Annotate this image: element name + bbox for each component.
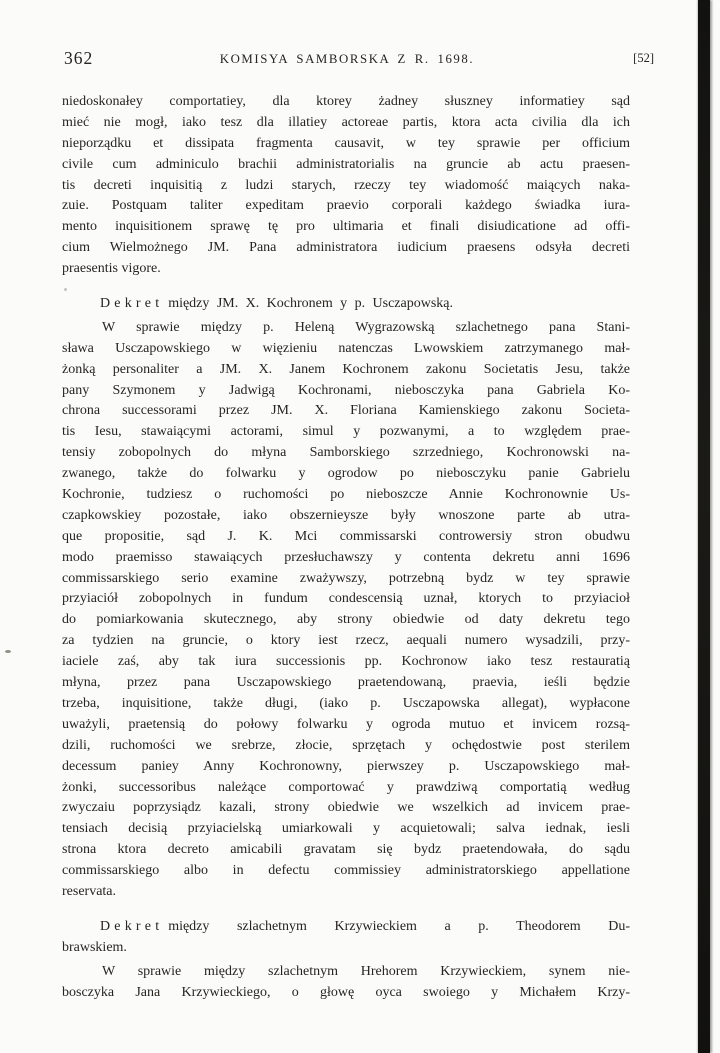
text-line: żonką personaliter a JM. X. Janem Kochronem zakonu Societatis Jesu, także [62, 361, 630, 377]
text-column [62, 92, 630, 1003]
folio-number: [52] [633, 51, 654, 65]
text-line: żonki, successoribus należące comportować y prawdziwą comportatią według [62, 779, 630, 795]
page-number: 362 [64, 48, 94, 68]
text-line: chrona successorami przez JM. X. Floriana Kamienskiego zakonu Societa- [62, 403, 630, 419]
book-binding-shadow [698, 0, 710, 1053]
text-line: tensiach decisią przyiacielską umiarkowali y acquietowali; salva iednak, iesli [62, 821, 630, 837]
text-line: W sprawie między p. Heleną Wygrazowską szlachetnego pana Stani- [102, 319, 630, 335]
text-line: civile cum adminiculo brachii administratorialis na gruncie ab actu praesen- [62, 156, 630, 172]
text-line: zuie. Postquam taliter expeditam praevio corporali każdego świadka iura- [62, 198, 630, 214]
paragraph [62, 318, 630, 903]
text-line: trzeba, inquisitione, także długi, (iako p. Usczapowska allegat), wypłacone [62, 695, 630, 711]
text-line: commissarskiego serio examine zważywszy, potrzebną bydz w tey sprawie [62, 570, 630, 586]
paragraph [62, 92, 630, 280]
text-line: Kochronie, tudziesz o ruchomości po nieboszcze Annie Kochronownie Us- [62, 487, 630, 503]
text-line: sława Usczapowskiego w więzieniu natenczas Lwowskiem zatrzymanego mał- [62, 340, 630, 356]
text-line: praesentis vigore. [62, 261, 161, 277]
text-line: niedoskonałey comportatiey, dla ktorey żadney słuszney informatiey sąd [62, 94, 630, 109]
text-line: modo praemisso stawaiących przesłuchawszy y contenta dekretu anni 1696 [62, 549, 630, 565]
text-line: tensiy zobopolnych do młyna Samborskiego szrzedniego, Kochronowski na- [62, 445, 630, 461]
text-line: do pomiarkowania skutecznego, aby strony obiedwie od daty dekretu tego [62, 612, 630, 628]
text-line: za tydzien na gruncie, o ktory iest rzecz, aequali numero wysadzili, przy- [62, 633, 630, 649]
text-line: tis decreti inquisitią z ludzi starych, rzeczy tey wiadomość maiących naka- [62, 177, 630, 193]
text-line: Dekret między szlachetnym Krzywieckiem a p. Theodorem Du- [100, 918, 630, 934]
ink-speck [5, 650, 11, 653]
text-line: przyiaciół zobopolnych in fundum condescensią uznał, ktorych to przyiacioł [62, 591, 630, 607]
paragraph [62, 962, 630, 1004]
text-line: commissarskiego albo in defectu commissiey administratorskiego appellatione [62, 863, 630, 879]
text-line: brawskiem. [62, 939, 127, 955]
text-line: uważyli, praetensią do połowy folwarku y ogroda mutuo et invicem rozsą- [62, 716, 630, 732]
ink-speck [64, 288, 67, 291]
text-line: W sprawie między szlachetnym Hrehorem Krzywieckiem, synem nie- [102, 963, 630, 979]
text-line: cium Wielmożnego JM. Pana administratora iudicium praesens odsyła decreti [62, 240, 630, 256]
text-line: strona ktora decreto amicabili gravatam się bydz praetendowała, do sądu [62, 842, 630, 858]
text-line: zwyczaiu poprzysiądz kazali, strony obiedwie we wszelkich ad invicem prae- [62, 800, 630, 816]
text-line: pany Szymonem y Jadwigą Kochronami, niebosczyka pana Gabriela Ko- [62, 382, 630, 398]
text-line: decessum paniey Anny Kochronowny, pierwszey p. Usczapowskiego mał- [62, 758, 630, 774]
page-header [62, 48, 654, 68]
text-line: czapkowskiey pozostałe, iako obszernieysze były wnoszone parte ab utra- [62, 507, 630, 523]
text-line: reservata. [62, 883, 117, 899]
heading-lead-word: Dekret [100, 918, 164, 934]
text-line: Dekret między JM. X. Kochronem y p. Usczapowską. [100, 296, 453, 312]
text-line: bosczyka Jana Krzywieckiego, o głowę oyca swoiego y Michałem Krzy- [62, 984, 630, 1000]
text-line: zwanego, także do folwarku y ogrodow po niebosczyku panie Gabrielu [62, 466, 630, 482]
text-line: nieporządku et dissipata fragmenta causavit, w tey sprawie per officium [62, 135, 630, 151]
running-title: KOMISYA SAMBORSKA Z R. 1698. [219, 52, 475, 66]
heading-lead-word: Dekret [100, 296, 164, 312]
text-line: tis Iesu, stawaiącymi actorami, simul y pozwanymi, a to względem prae- [62, 424, 630, 440]
text-line: iaciele zaś, aby tak iura successionis pp. Kochronow iako tesz restauratią [62, 654, 630, 670]
text-line: młyna, przez pana Usczapowskiego praetendowaną, praevia, ieśli będzie [62, 675, 630, 691]
text-line: mieć nie mogł, iako tesz dla illatiey actoreae partis, ktora acta civilia dla ich [62, 114, 630, 130]
section-heading [62, 917, 630, 959]
text-line: mento inquisitionem sprawę tę pro ultimaria et finali disiudicatione ad offi- [62, 219, 630, 235]
text-line: que propositie, sąd J. K. Mci commissarski controwersiy stron obudwu [62, 528, 630, 544]
section-heading [62, 294, 630, 315]
text-line: dzili, ruchomości we srebrze, złocie, sprzętach y ochędostwie post sterilem [62, 737, 630, 753]
